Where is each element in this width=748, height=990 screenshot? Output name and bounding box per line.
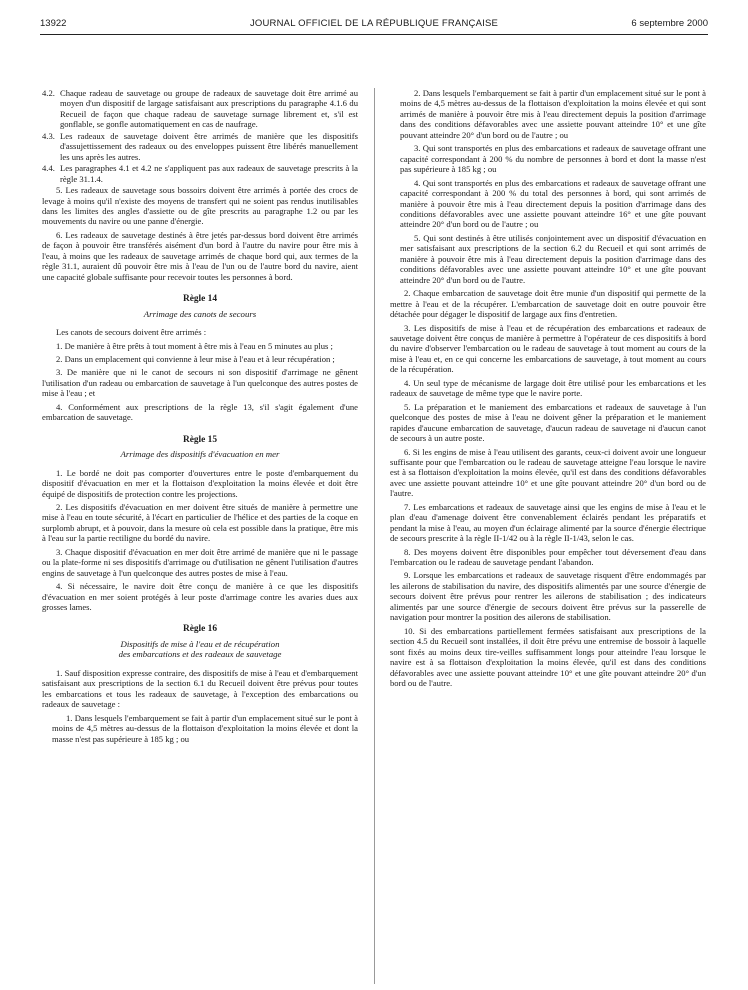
journal-title: JOURNAL OFFICIEL DE LA RÉPUBLIQUE FRANÇAISE — [249, 18, 499, 29]
paragraph: 1. Le bordé ne doit pas comporter d'ouvertures entre le poste d'embarquement du dispositif d'évacuation en mer et la flottaison d'exploitation la moins élevée et doit être équipé de dispositifs de protection contre les projections. — [42, 467, 358, 499]
item-4-2 — [42, 88, 358, 130]
item-number: 4.4. — [42, 163, 55, 174]
item-number: 4.3. — [42, 130, 55, 141]
paragraph: 5. La préparation et le maniement des embarcations et radeaux de sauvetage à l'un quelconque des postes de mise à l'eau ne doivent gêner la préparation et le maniement rapides d'aucune embarcation de sauvetage, d'aucun radeau de sauvetage ni d'aucun canot de secours à un autre poste. — [390, 401, 706, 444]
sub-paragraph: 1. Dans lesquels l'embarquement se fait à partir d'un emplacement situé sur le pont à moins de 4,5 mètres au-dessus de la flottaison d'exploitation la moins élevée et dont la masse n'est pas supérieure à 185 kg ; ou — [52, 712, 358, 744]
sub-paragraph: 5. Qui sont destinés à être utilisés conjointement avec un dispositif d'évacuation en mer satisfaisant aux prescriptions de la section 6.2 du Recueil et qui sont arrimés de manière à pouvoir être mis à l'eau directement depuis la position d'arrimage dans des conditions défavorables avec une assiette pouvant atteindre 10° et une gîte pouvant atteindre 20° d'un bord ou de l'autre. — [400, 232, 706, 285]
paragraph: 3. Les dispositifs de mise à l'eau et de récupération des embarcations et radeaux de sauvetage doivent être conçus de manière à permettre à l'opérateur de ces dispositifs à bord du navire d'observer l'embarcation ou le radeau de sauvetage à tout moment au cours de la mise à l'eau et, en ce qui concerne les embarcations de sauvetage, à tout moment au cours de la récupération. — [390, 322, 706, 375]
sub-paragraph: 2. Dans lesquels l'embarquement se fait à partir d'un emplacement situé sur le pont à moins de 4,5 mètres au-dessus de la flottaison d'exploitation la moins élevée et qui sont arrimés de manière à pouvoir être mis à l'eau directement depuis la position d'arrimage dans des conditions défavorables avec une assiette pouvant atteindre 10° et une gîte pouvant atteindre 20° d'un bord ou de l'autre ; ou — [400, 88, 706, 140]
item-text: Les radeaux de sauvetage doivent être arrimés de manière que les dispositifs d'assujettissement des radeaux ou des enveloppes puissent être libérés manuellement les uns après les autres. — [60, 130, 358, 162]
sub-paragraph: 4. Qui sont transportés en plus des embarcations et radeaux de sauvetage offrant une capacité correspondant à 200 % du total des personnes à bord, qui sont arrimés de manière à pouvoir être mis à l'eau directement depuis la position d'arrimage dans des conditions défavorables avec une assiette pouvant atteindre 16° et une gîte pouvant atteindre 20° d'un bord ou de l'autre ; ou — [400, 177, 706, 230]
column-divider — [374, 88, 375, 984]
paragraph: 5. Les radeaux de sauvetage sous bossoirs doivent être arrimés à portée des crocs de levage à moins qu'il n'existe des moyens de transfert qui ne soient pas rendus inutilisables dans les limites des angles d'assiette ou de gîte prescrits au paragraphe 1.2 ou par les mouvements du navire ou une panne d'énergie. — [42, 185, 358, 227]
paragraph: 7. Les embarcations et radeaux de sauvetage ainsi que les engins de mise à l'eau et le plan d'eau d'amenage doivent être convenablement éclairés pendant les préparatifs et pendant la mise à l'eau, au moyen d'un éclairage alimenté par la source d'énergie électrique de secours prescrite à la règle II-1/42 ou à la règle II-1/43, selon le cas. — [390, 501, 706, 544]
paragraph: 2. Dans un emplacement qui convienne à leur mise à l'eau et à leur récupération ; — [56, 353, 335, 364]
sub-paragraph: 3. Qui sont transportés en plus des embarcations et radeaux de sauvetage offrant une capacité correspondant à 200 % du nombre de personnes à bord et dont la masse n'est pas supérieure à 185 kg ; ou — [400, 143, 706, 175]
paragraph: 2. Les dispositifs d'évacuation en mer doivent être situés de manière à permettre une mise à l'eau en toute sécurité, à l'écart en particulier de l'hélice et des parties de la coque en surplomb abrupt, et à pouvoir, dans la mesure où cela est possible dans la pratique, être mis à l'eau sur la partie rectiligne du bordé du navire. — [42, 501, 358, 544]
paragraph: 6. Les radeaux de sauvetage destinés à être jetés par-dessus bord doivent être arrimés de façon à pouvoir être transférés aisément d'un bord à l'autre du navire pour être mis à l'eau, à moins que les radeaux de sauvetage arrimés de chaque bord qui, aux termes de la règle 31.1, auraient dû pouvoir être mis à l'eau de l'un ou de l'autre bord du navire, aient une capacité globale suffisante pour recevoir toutes les personnes à bord. — [42, 229, 358, 282]
publication-date: 6 septembre 2000 — [631, 18, 708, 29]
paragraph: 4. Si nécessaire, le navire doit être conçu de manière à ce que les dispositifs d'évacuation en mer soient protégés à leur poste d'arrimage contre les avaries dues aux grosses lames. — [42, 581, 358, 613]
paragraph: 2. Chaque embarcation de sauvetage doit être munie d'un dispositif qui permette de la mettre à l'eau et de la récupérer. L'embarcation de sauvetage doit en outre pouvoir être détachée pour dégager le dispositif de largage aux fins d'entretien. — [390, 288, 706, 320]
paragraph: Les canots de secours doivent être arrimés : — [56, 327, 207, 338]
right-column — [390, 88, 706, 691]
rule-16-title-line: Dispositifs de mise à l'eau et de récupération — [120, 638, 280, 649]
left-column — [42, 88, 358, 747]
header-rule — [40, 34, 708, 35]
paragraph: 4. Conformément aux prescriptions de la règle 13, s'il s'agit également d'une embarcation de sauvetage. — [42, 401, 358, 423]
rule-15-heading: Règle 15 — [182, 434, 218, 445]
item-4-4 — [42, 163, 358, 184]
item-number: 4.2. — [42, 88, 55, 98]
paragraph: 4. Un seul type de mécanisme de largage doit être utilisé pour les embarcations et les radeaux de sauvetage de même type que le navire porte. — [390, 377, 706, 399]
rule-16-title — [42, 639, 358, 660]
item-text: Les paragraphes 4.1 et 4.2 ne s'appliquent pas aux radeaux de sauvetage prescrits à la règle 31.1.4. — [60, 163, 358, 184]
page-number: 13922 — [40, 18, 67, 29]
paragraph: 1. Sauf disposition expresse contraire, des dispositifs de mise à l'eau et d'embarquement satisfaisant aux prescriptions de la section 6.1 du Recueil doivent être prévus pour toutes les embarcations et tous les radeaux de sauvetage, à l'exception des embarcations ou radeaux de sauvetage : — [42, 667, 358, 710]
rule-16-title-line: des embarcations et des radeaux de sauvetage — [118, 649, 282, 660]
item-text: Chaque radeau de sauvetage ou groupe de radeaux de sauvetage doit être arrimé au moyen d'un dispositif de largage satisfaisant aux prescriptions du paragraphe 4.1.6 du Recueil de façon que chaque radeau de sauvetage surnage librement et, s'il est gonflable, se gonfle automatiquement en cas de naufrage. — [60, 88, 358, 130]
rule-14-title: Arrimage des canots de secours — [143, 308, 257, 319]
paragraph: 3. De manière que ni le canot de secours ni son dispositif d'arrimage ne gênent l'utilisation d'un radeau ou embarcation de sauvetage à l'un quelconque des autres postes de mise à l'eau ; et — [42, 367, 358, 399]
paragraph: 10. Si des embarcations partiellement fermées satisfaisant aux prescriptions de la section 4.5 du Recueil sont installées, il doit être prévu une entremise de bossoir à laquelle sont fixés au moins deux tire-veilles suffisamment longs pour atteindre l'eau lorsque le navire est à sa flottaison d'exploitation la moins élevée, qu'il est dans des conditions défavorables avec une assiette pouvant atteindre 10° et une gîte pouvant atteindre 20° d'un bord ou de l'autre. — [390, 625, 706, 689]
rule-14-heading: Règle 14 — [182, 294, 218, 305]
item-4-3 — [42, 131, 358, 162]
rule-15-title: Arrimage des dispositifs d'évacuation en mer — [120, 449, 280, 460]
paragraph: 3. Chaque dispositif d'évacuation en mer doit être arrimé de manière que ni le passage ou la plate-forme ni ses dispositifs d'arrimage ou d'utilisation ne gênent l'utilisation d'autres engins de sauvetage à l'un quelconque des autres postes de mise à l'eau. — [42, 546, 358, 578]
rule-16-heading: Règle 16 — [182, 624, 218, 635]
page-header — [40, 18, 708, 34]
paragraph: 9. Lorsque les embarcations et radeaux de sauvetage risquent d'être endommagés par les ailerons de stabilisation du navire, des dispositifs alimentés par une source d'énergie de secours doivent être prévus pour rentrer les ailerons de stabilisation ; des indicateurs alimentés par une source d'énergie de secours doivent être prévus sur la passerelle de navigation pour montrer la position des ailerons de stabilisation. — [390, 570, 706, 623]
paragraph: 6. Si les engins de mise à l'eau utilisent des garants, ceux-ci doivent avoir une longueur suffisante pour que l'embarcation ou le radeau de sauvetage atteigne l'eau lorsque le navire est à sa flottaison d'exploitation la moins élevée, qu'il est dans des conditions défavorables avec une assiette pouvant atteindre 10° et une gîte pouvant atteindre 20° d'un bord ou de l'autre. — [390, 446, 706, 499]
paragraph: 1. De manière à être prêts à tout moment à être mis à l'eau en 5 minutes au plus ; — [56, 340, 333, 351]
paragraph: 8. Des moyens doivent être disponibles pour empêcher tout déversement d'eau dans l'embarcation ou le radeau de sauvetage pendant l'abandon. — [390, 546, 706, 568]
